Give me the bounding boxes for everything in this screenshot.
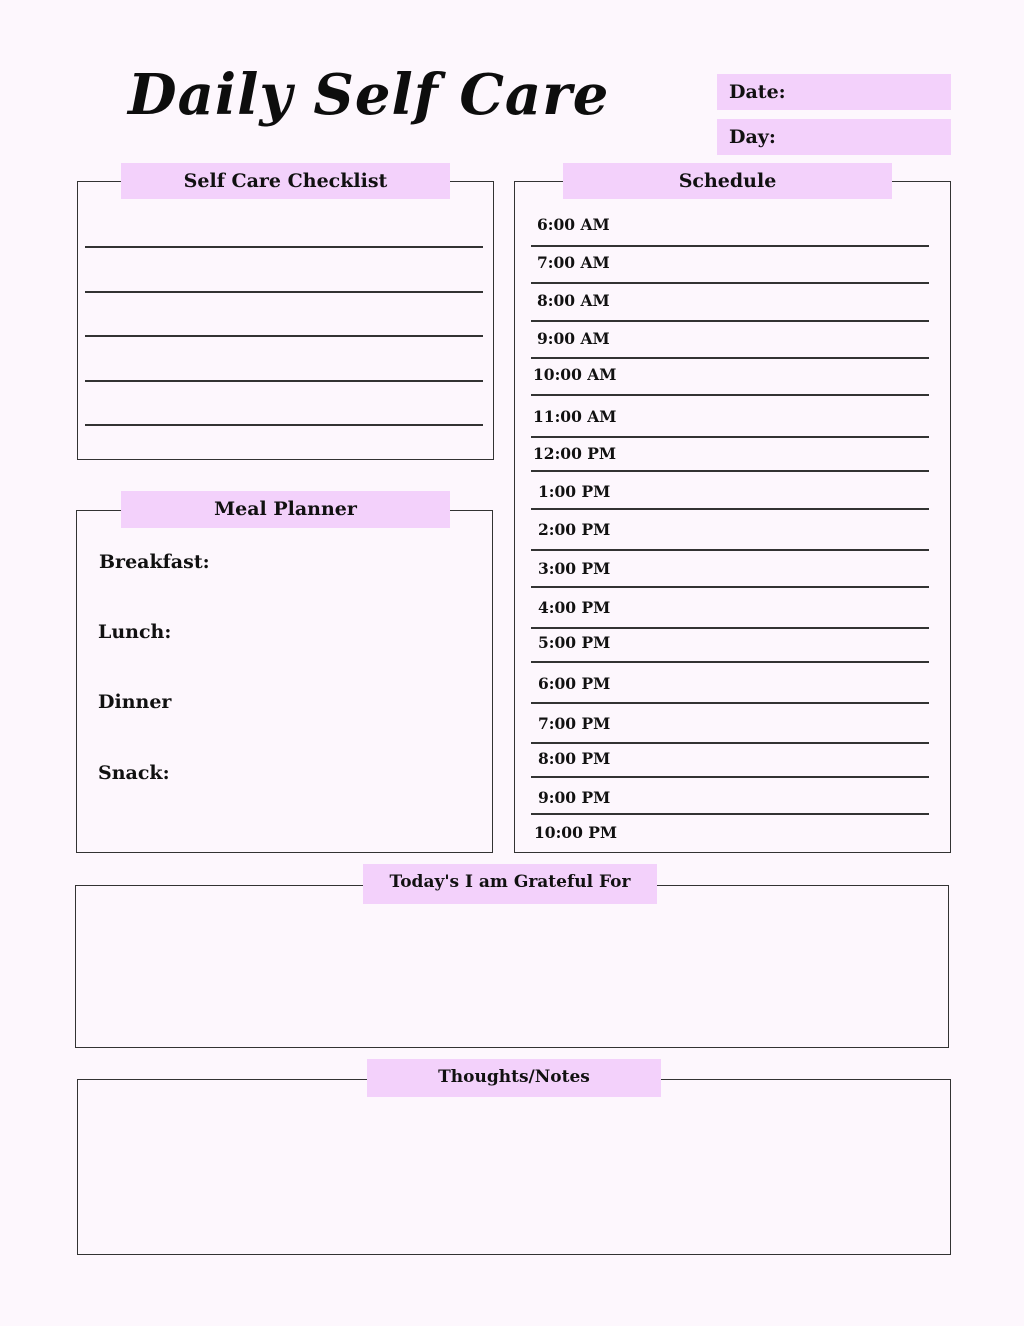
schedule-time: 8:00 PM	[538, 749, 611, 768]
checklist-line-5[interactable]	[85, 424, 483, 426]
checklist-line-4[interactable]	[85, 380, 483, 382]
schedule-time: 8:00 AM	[537, 291, 610, 310]
schedule-time: 3:00 PM	[538, 559, 611, 578]
notes-box[interactable]	[77, 1079, 951, 1255]
schedule-time: 12:00 PM	[533, 444, 617, 463]
schedule-time: 10:00 AM	[533, 365, 617, 384]
checklist-line-2[interactable]	[85, 291, 483, 293]
grateful-box[interactable]	[75, 885, 949, 1048]
schedule-slot-line[interactable]	[531, 742, 929, 744]
schedule-time: 10:00 PM	[534, 823, 618, 842]
schedule-slot-line[interactable]	[531, 702, 929, 704]
schedule-slot-line[interactable]	[531, 320, 929, 322]
schedule-time: 1:00 PM	[538, 482, 611, 501]
meal-snack-label: Snack:	[98, 762, 170, 784]
meal-breakfast-label: Breakfast:	[99, 551, 210, 573]
schedule-slot-line[interactable]	[531, 627, 929, 629]
schedule-time: 11:00 AM	[533, 407, 617, 426]
schedule-slot-line[interactable]	[531, 549, 929, 551]
schedule-slot-line[interactable]	[531, 394, 929, 396]
schedule-slot-line[interactable]	[531, 813, 929, 815]
meal-dinner-label: Dinner	[98, 691, 172, 713]
schedule-time: 5:00 PM	[538, 633, 611, 652]
schedule-time: 7:00 AM	[537, 253, 610, 272]
page-title: Daily Self Care	[128, 62, 610, 128]
schedule-time: 9:00 PM	[538, 788, 611, 807]
schedule-slot-line[interactable]	[531, 245, 929, 247]
schedule-slot-line[interactable]	[531, 508, 929, 510]
checklist-box	[77, 181, 494, 460]
notes-title: Thoughts/Notes	[367, 1059, 661, 1097]
grateful-title: Today's I am Grateful For	[363, 864, 657, 904]
schedule-time: 7:00 PM	[538, 714, 611, 733]
schedule-time: 9:00 AM	[537, 329, 610, 348]
day-label: Day:	[729, 126, 776, 148]
schedule-time: 2:00 PM	[538, 520, 611, 539]
checklist-line-1[interactable]	[85, 246, 483, 248]
schedule-time: 6:00 AM	[537, 215, 610, 234]
date-field[interactable]	[717, 74, 951, 110]
schedule-time: 4:00 PM	[538, 598, 611, 617]
schedule-title: Schedule	[563, 163, 892, 199]
schedule-slot-line[interactable]	[531, 357, 929, 359]
checklist-title: Self Care Checklist	[121, 163, 450, 199]
schedule-slot-line[interactable]	[531, 282, 929, 284]
schedule-slot-line[interactable]	[531, 776, 929, 778]
date-label: Date:	[729, 81, 786, 103]
schedule-slot-line[interactable]	[531, 661, 929, 663]
schedule-slot-line[interactable]	[531, 436, 929, 438]
meal-planner-title: Meal Planner	[121, 491, 450, 528]
schedule-slot-line[interactable]	[531, 586, 929, 588]
day-field[interactable]	[717, 119, 951, 155]
meal-lunch-label: Lunch:	[98, 621, 172, 643]
schedule-time: 6:00 PM	[538, 674, 611, 693]
schedule-slot-line[interactable]	[531, 470, 929, 472]
checklist-line-3[interactable]	[85, 335, 483, 337]
